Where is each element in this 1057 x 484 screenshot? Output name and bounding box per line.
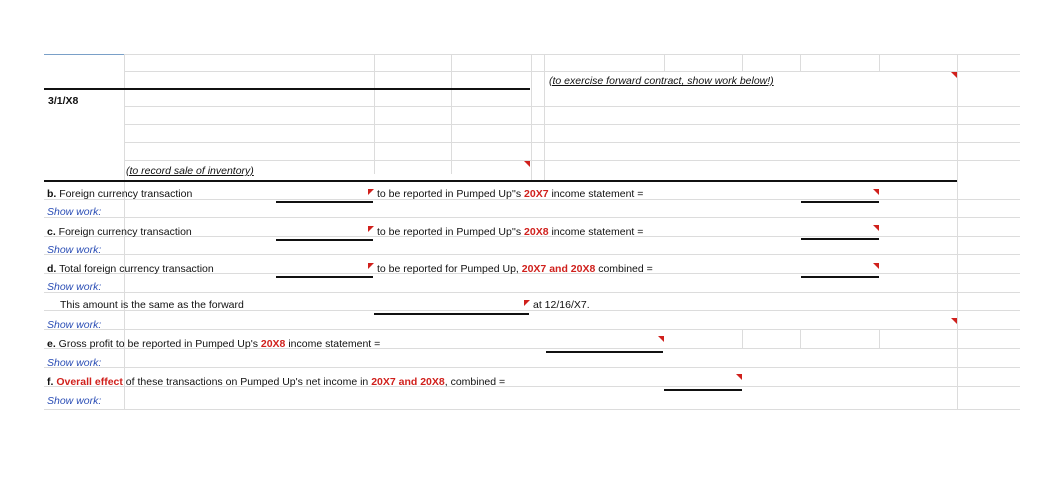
comment-flag-icon[interactable] [951, 72, 957, 78]
row-c-answer-input[interactable] [801, 225, 879, 240]
gridline [742, 329, 743, 348]
comment-flag-icon[interactable] [873, 225, 879, 231]
row-d-answer-input[interactable] [801, 263, 879, 278]
gridline [544, 54, 545, 180]
forward-input[interactable] [374, 300, 529, 315]
forward-show-work: Show work: [47, 319, 102, 331]
gridline [44, 292, 1020, 293]
gridline [879, 329, 880, 348]
gridline [124, 124, 1020, 125]
gridline [451, 54, 452, 174]
comment-flag-icon[interactable] [524, 161, 530, 167]
gridline [124, 160, 1020, 161]
comment-flag-icon[interactable] [658, 336, 664, 342]
comment-flag-icon[interactable] [951, 318, 957, 324]
gridline [44, 367, 1020, 368]
row-e-show-work: Show work: [47, 357, 102, 369]
row-d-label: d. Total foreign currency transaction [47, 263, 214, 275]
spreadsheet-grid [44, 54, 1020, 410]
row-b-input[interactable] [276, 188, 373, 203]
comment-flag-icon[interactable] [368, 263, 374, 269]
forward-suffix: at 12/16/X7. [533, 299, 590, 311]
row-c-input[interactable] [276, 226, 373, 241]
gridline [44, 217, 1020, 218]
row-b-answer-input[interactable] [801, 188, 879, 203]
gridline [44, 54, 1020, 55]
date-label: 3/1/X8 [48, 95, 79, 107]
row-c-description: to be reported in Pumped Up''s 20X8 income statement = [377, 226, 644, 238]
gridline [124, 142, 1020, 143]
row-c-label: c. Foreign currency transaction [47, 226, 192, 238]
gridline [44, 254, 1020, 255]
sale-of-inventory-note: (to record sale of inventory) [126, 165, 254, 177]
forward-label: This amount is the same as the forward [60, 299, 244, 311]
row-d-input[interactable] [276, 263, 373, 278]
header-divider [44, 88, 530, 90]
row-f-show-work: Show work: [47, 395, 102, 407]
gridline [742, 54, 743, 71]
gridline [44, 409, 1020, 410]
row-f-label: f. Overall effect of these transactions on Pumped Up's net income in 20X7 and 20X8, combined = [47, 376, 506, 388]
active-cell-indicator [44, 54, 124, 55]
row-d-description: to be reported for Pumped Up, 20X7 and 20X8 combined = [377, 263, 653, 275]
row-f-answer-input[interactable] [664, 376, 742, 391]
comment-flag-icon[interactable] [524, 300, 530, 306]
gridline [800, 54, 801, 71]
gridline [44, 329, 1020, 330]
gridline [800, 329, 801, 348]
comment-flag-icon[interactable] [368, 189, 374, 195]
row-e-label: e. Gross profit to be reported in Pumped Up's 20X8 income statement = [47, 338, 381, 350]
row-d-show-work: Show work: [47, 281, 102, 293]
gridline [664, 54, 665, 71]
section-divider [44, 180, 957, 182]
comment-flag-icon[interactable] [873, 189, 879, 195]
forward-contract-note: (to exercise forward contract, show work below!) [549, 75, 774, 87]
comment-flag-icon[interactable] [736, 374, 742, 380]
gridline [124, 71, 1020, 72]
gridline [374, 54, 375, 174]
gridline [879, 54, 880, 71]
gridline [531, 54, 532, 180]
row-c-show-work: Show work: [47, 244, 102, 256]
row-b-label: b. Foreign currency transaction [47, 188, 193, 200]
comment-flag-icon[interactable] [368, 226, 374, 232]
gridline [124, 106, 1020, 107]
row-e-answer-input[interactable] [546, 338, 663, 353]
row-b-description: to be reported in Pumped Up''s 20X7 income statement = [377, 188, 644, 200]
comment-flag-icon[interactable] [873, 263, 879, 269]
row-b-show-work: Show work: [47, 206, 102, 218]
gridline [957, 54, 958, 410]
